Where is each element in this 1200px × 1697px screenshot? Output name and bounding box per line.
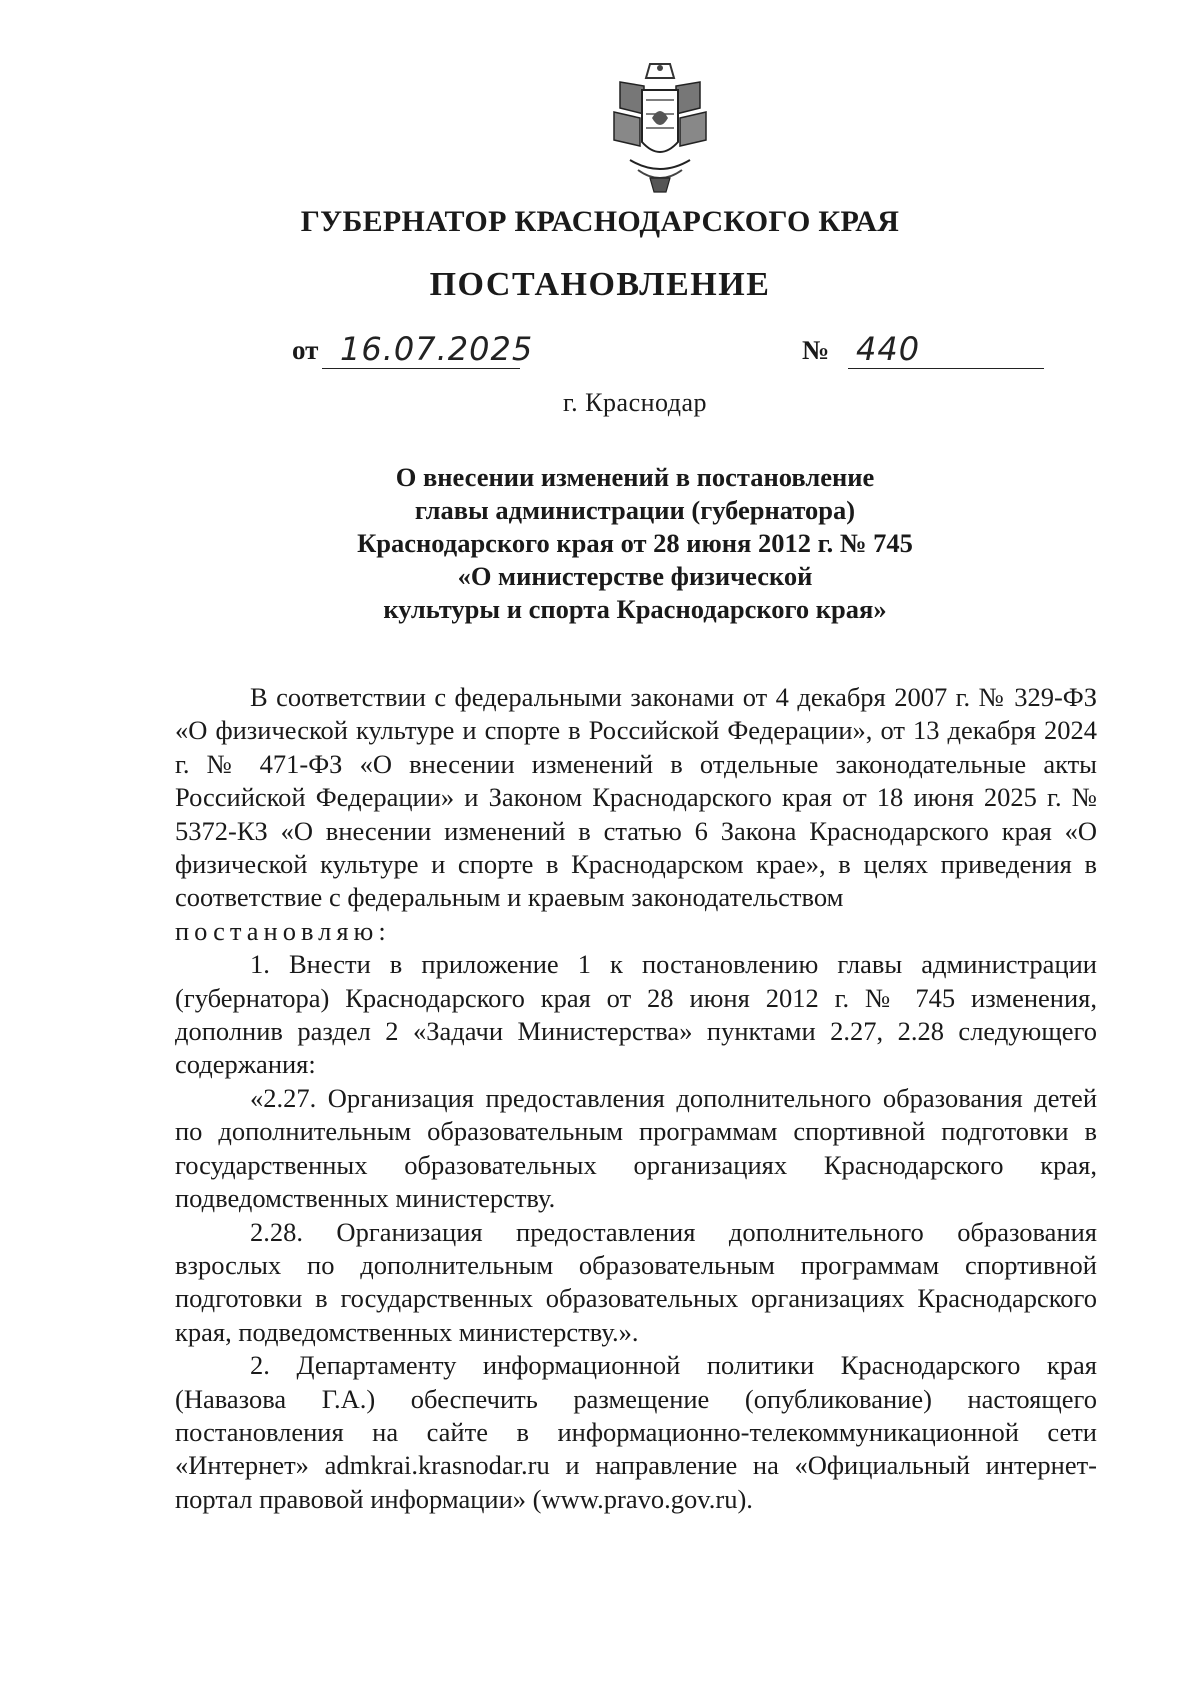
subject-line: культуры и спорта Краснодарского края»: [383, 594, 887, 624]
document-body: [175, 681, 1097, 1516]
subject-line: О внесении изменений в постановление: [395, 462, 875, 492]
date-value: 16.07.2025: [340, 330, 534, 368]
date-underline: [322, 368, 520, 369]
document-type: ПОСТАНОВЛЕНИЕ: [429, 266, 771, 303]
resolve-word: постановляю:: [175, 915, 391, 946]
subject-line: «О министерстве физической: [457, 561, 813, 591]
krasnodar-coat-of-arms-emblem: [600, 60, 720, 198]
number-label: №: [802, 335, 830, 365]
date-label: от: [292, 335, 319, 365]
subject-line: главы администрации (губернатора): [414, 495, 856, 525]
preamble-paragraph: В соответствии с федеральными законами от 4 декабря 2007 г. № 329-ФЗ «О физической культуре и спорте в Российской Федерации», от 13 декабря 2024 г. № 471-ФЗ «О внесении изменений в отдельные законодательные акты Российской Федерации» и Законом Краснодарского края от 18 июня 2025 г. № 5372-КЗ «О внесении изменений в статью 6 Закона Краснодарского края «О физической культуре и спорте в Краснодарском крае», в целях приведения в соответствие с федеральным и краевым законодательством: [175, 682, 1097, 913]
number-underline: [848, 368, 1044, 369]
city: г. Краснодар: [562, 388, 708, 417]
item-2-paragraph: 2. Департаменту информационной политики Краснодарского края (Навазова Г.А.) обеспечить размещение (опубликование) настоящего постановления на сайте в информационно-телекоммуникационной сети «Интернет» admkrai.krasnodar.ru и направление на «Официальный интернет-портал правовой информации» (www.pravo.gov.ru).: [175, 1350, 1097, 1514]
document-subject: [0, 461, 1200, 626]
item-2-27-paragraph: «2.27. Организация предоставления дополнительного образования детей по дополнительным образовательным программам спортивной подготовки в государственных образовательных организациях Краснодарского края, подведомственных министерству.: [175, 1082, 1097, 1214]
item-2-28-paragraph: 2.28. Организация предоставления дополнительного образования взрослых по дополнительным образовательным программам спортивной подготовки в государственных образовательных организациях Краснодарского края, подведомственных министерству.».: [175, 1216, 1097, 1347]
item-1-paragraph: 1. Внести в приложение 1 к постановлению главы администрации (губернатора) Краснодарского края от 28 июня 2012 г. № 745 изменения, дополнив раздел 2 «Задачи Министерства» пунктами 2.27, 2.28 следующего содержания:: [175, 949, 1097, 1080]
subject-line: Краснодарского края от 28 июня 2012 г. № 745: [357, 528, 913, 558]
number-value: 440: [856, 330, 921, 368]
issuing-authority: ГУБЕРНАТОР КРАСНОДАРСКОГО КРАЯ: [300, 205, 900, 238]
